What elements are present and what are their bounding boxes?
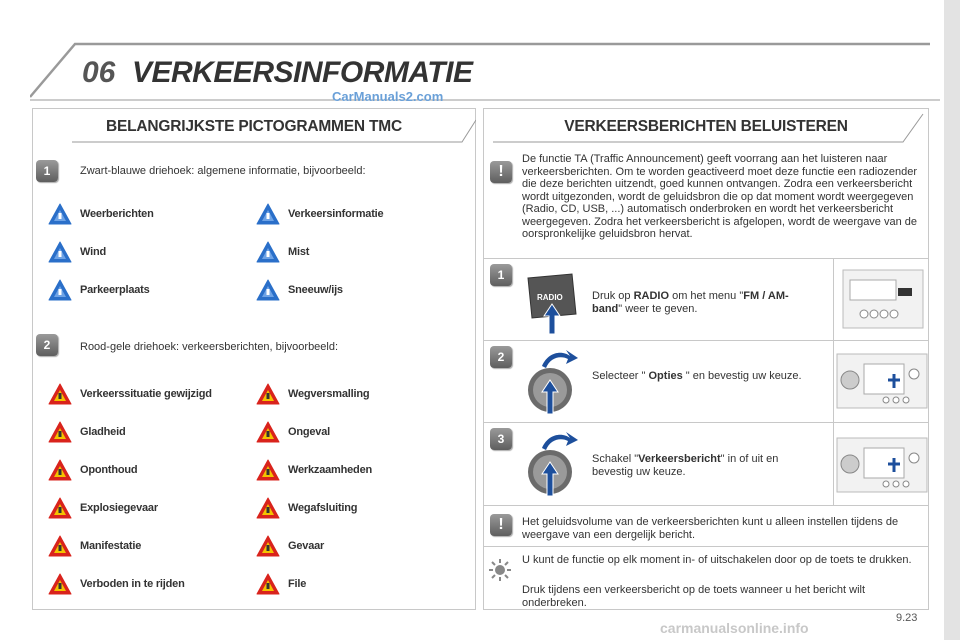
page-number: 9.23 bbox=[896, 612, 918, 624]
radio-button-illustration bbox=[524, 270, 580, 336]
pictogram-label: Gladheid bbox=[80, 426, 126, 438]
red-intro-text: Rood-gele driehoek: verkeersberichten, bijvoorbeeld: bbox=[80, 341, 339, 353]
pictogram-icon bbox=[256, 203, 278, 223]
pictogram-label: Wind bbox=[80, 246, 106, 258]
pictogram-label: Ongeval bbox=[288, 426, 331, 438]
watermark: CarManuals2.com bbox=[332, 89, 444, 104]
radio-faceplate-illustration bbox=[836, 434, 928, 496]
pictogram-label: File bbox=[288, 578, 307, 590]
divider bbox=[484, 422, 928, 423]
pictogram-icon bbox=[48, 203, 70, 223]
pictogram-icon bbox=[256, 383, 278, 403]
rotary-knob-icon bbox=[520, 428, 584, 500]
divider bbox=[484, 340, 928, 341]
page-edge-strip bbox=[944, 0, 960, 640]
sun-tip-icon bbox=[488, 558, 512, 582]
step-3-text: Schakel "Verkeersbericht" in of uit en bevestig uw keuze. bbox=[592, 453, 779, 478]
radio-faceplate-illustration bbox=[836, 350, 928, 412]
volume-note: Het geluidsvolume van de verkeersberichten kunt u alleen instellen tijdens de weergave van een dergelijk bericht. bbox=[522, 516, 899, 541]
pictogram-icon bbox=[48, 383, 70, 403]
pictogram-label: Wegversmalling bbox=[288, 388, 370, 400]
step-badge-r3: 3 bbox=[490, 428, 512, 450]
pictogram-icon bbox=[256, 573, 278, 593]
tip-text-1: U kunt de functie op elk moment in- of uitschakelen door op de toets te drukken. bbox=[522, 554, 912, 566]
step-badge-r2: 2 bbox=[490, 346, 512, 368]
pictogram-label: Verboden in te rijden bbox=[80, 578, 185, 590]
pictogram-label: Verkeerssituatie gewijzigd bbox=[80, 388, 212, 400]
warning-badge-ta: ! bbox=[490, 161, 512, 183]
pictogram-icon bbox=[48, 535, 70, 555]
pictogram-icon bbox=[256, 497, 278, 517]
pictogram-icon bbox=[256, 459, 278, 479]
pictogram-label: Gevaar bbox=[288, 540, 325, 552]
pictogram-icon bbox=[256, 535, 278, 555]
divider bbox=[484, 546, 928, 547]
pictogram-icon bbox=[256, 279, 278, 299]
step-2-text: Selecteer " Opties " en bevestig uw keuze. bbox=[592, 370, 802, 382]
divider bbox=[484, 505, 928, 506]
right-section-title: VERKEERSBERICHTEN BELUISTEREN bbox=[564, 118, 848, 135]
pictogram-label: Mist bbox=[288, 246, 310, 258]
pictogram-icon bbox=[48, 573, 70, 593]
pictogram-icon bbox=[48, 459, 70, 479]
pictogram-icon bbox=[48, 421, 70, 441]
step-1-text: Druk op RADIO om het menu "FM / AM-band" weer te geven. bbox=[592, 290, 789, 315]
left-section-title: BELANGRIJKSTE PICTOGRAMMEN TMC bbox=[106, 118, 402, 135]
pictogram-icon bbox=[256, 241, 278, 261]
divider bbox=[833, 258, 834, 505]
pictogram-label: Wegafsluiting bbox=[288, 502, 358, 514]
chapter-title: VERKEERSINFORMATIE bbox=[132, 56, 473, 89]
pictogram-label: Manifestatie bbox=[80, 540, 142, 552]
warning-badge-volume: ! bbox=[490, 514, 512, 536]
pictogram-label: Sneeuw/ijs bbox=[288, 284, 343, 296]
radio-button-label: RADIO bbox=[537, 293, 563, 302]
tip-text-2: Druk tijdens een verkeersbericht op de toets wanneer u het bericht wilt onderbreken. bbox=[522, 584, 866, 609]
step-badge-1: 1 bbox=[36, 160, 58, 182]
rotary-knob-icon bbox=[520, 346, 584, 418]
pictogram-label: Werkzaamheden bbox=[288, 464, 373, 476]
pictogram-label: Verkeersinformatie bbox=[288, 208, 384, 220]
tmc-pictograms-panel bbox=[32, 108, 476, 610]
pictogram-label: Parkeerplaats bbox=[80, 284, 150, 296]
footer-watermark: carmanualsonline.info bbox=[660, 620, 809, 636]
pictogram-icon bbox=[48, 497, 70, 517]
pictogram-icon bbox=[48, 279, 70, 299]
pictogram-icon bbox=[256, 421, 278, 441]
chapter-number: 06 bbox=[82, 56, 116, 89]
ta-description: De functie TA (Traffic Announcement) geeft voorrang aan het luisteren naar verkeersberichten. Om te worden geactiveerd moet deze functie een radiozender die deze berichten uitzendt, goed kunnen ontvangen. Zodra een verkeersbericht wordt uitgezonden, wordt de geluidsbron die op dat moment wordt weergegeven (Radio, CD, USB, ...) automatisch onderbroken en wordt het verkeersbericht weergegeven. Zodra het verkeersbericht is afgelopen, wordt de weergave van de oorspronkelijke geluidsbron hervat. bbox=[522, 153, 918, 240]
divider bbox=[484, 258, 928, 259]
step-badge-r1: 1 bbox=[490, 264, 512, 286]
pictogram-label: Explosiegevaar bbox=[80, 502, 158, 514]
pictogram-label: Oponthoud bbox=[80, 464, 138, 476]
pictogram-icon bbox=[48, 241, 70, 261]
blue-intro-text: Zwart-blauwe driehoek: algemene informatie, bijvoorbeeld: bbox=[80, 165, 366, 177]
step-badge-2: 2 bbox=[36, 334, 58, 356]
pictogram-label: Weerberichten bbox=[80, 208, 154, 220]
radio-faceplate-illustration bbox=[842, 266, 924, 332]
